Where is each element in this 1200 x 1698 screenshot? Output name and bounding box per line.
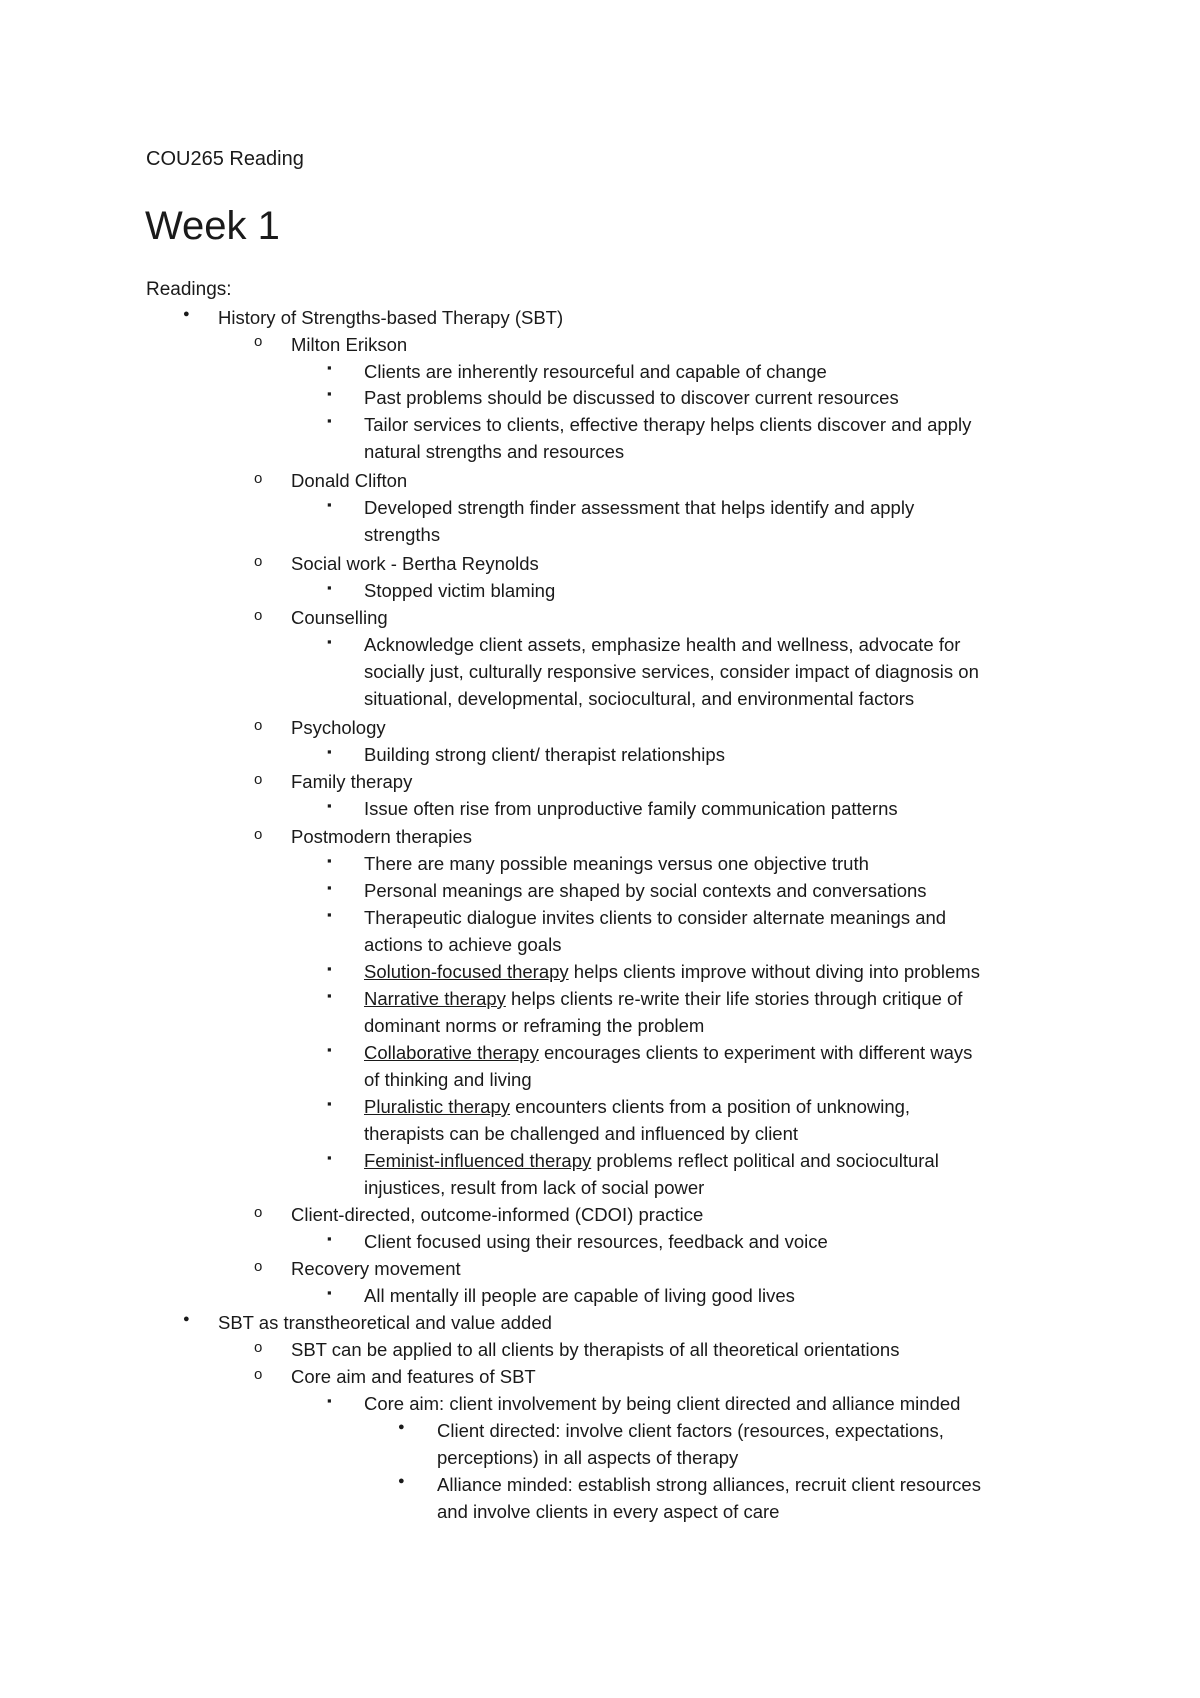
list-item-l6: natural strengths and resources bbox=[364, 441, 625, 462]
list-item-l20: Postmodern therapies bbox=[291, 826, 472, 847]
list-item-l36: Recovery movement bbox=[291, 1258, 461, 1279]
circle-bullet-icon bbox=[254, 1362, 262, 1386]
circle-bullet-icon bbox=[254, 1335, 262, 1359]
list-item-l37: All mentally ill people are capable of living good lives bbox=[364, 1285, 795, 1306]
list-item-l44: Alliance minded: establish strong alliances, recruit client resources bbox=[437, 1474, 981, 1495]
square-bullet-icon bbox=[327, 1281, 332, 1305]
square-bullet-icon bbox=[327, 576, 332, 600]
list-item-l34: Client-directed, outcome-informed (CDOI) practice bbox=[291, 1204, 704, 1225]
square-bullet-icon bbox=[327, 903, 332, 927]
list-item-l33: injustices, result from lack of social power bbox=[364, 1177, 705, 1198]
square-bullet-icon bbox=[327, 1092, 332, 1116]
list-item-l26-text: helps clients re-write their life stories through critique of bbox=[505, 988, 963, 1009]
list-item-l29: of thinking and living bbox=[364, 1069, 532, 1090]
list-item-l40: Core aim and features of SBT bbox=[291, 1366, 536, 1387]
list-item-l28 bbox=[364, 1041, 972, 1064]
list-item-l3: Clients are inherently resourceful and capable of change bbox=[364, 361, 827, 382]
list-item-l42: Client directed: involve client factors (resources, expectations, bbox=[437, 1420, 944, 1441]
feminist-term: Feminist-influenced therapy bbox=[364, 1150, 592, 1171]
list-item-l17: Building strong client/ therapist relationships bbox=[364, 744, 725, 765]
document-header: COU265 Reading bbox=[146, 148, 304, 170]
square-bullet-icon bbox=[327, 1227, 332, 1251]
square-bullet-icon bbox=[327, 630, 332, 654]
list-item-l8: Developed strength finder assessment that helps identify and apply bbox=[364, 497, 915, 518]
list-item-l12: Counselling bbox=[291, 607, 388, 628]
readings-label: Readings: bbox=[146, 279, 232, 300]
list-item-l10: Social work - Bertha Reynolds bbox=[291, 553, 539, 574]
circle-bullet-icon bbox=[254, 822, 262, 846]
narrative-term: Narrative therapy bbox=[364, 988, 506, 1009]
square-bullet-icon bbox=[327, 1146, 332, 1170]
list-item-l32 bbox=[364, 1149, 939, 1172]
list-item-l27: dominant norms or reframing the problem bbox=[364, 1015, 705, 1036]
square-bullet-icon bbox=[327, 493, 332, 517]
list-item-l43: perceptions) in all aspects of therapy bbox=[437, 1447, 739, 1468]
list-item-l21: There are many possible meanings versus one objective truth bbox=[364, 853, 869, 874]
square-bullet-icon bbox=[327, 876, 332, 900]
square-bullet-icon bbox=[327, 1389, 332, 1413]
list-item-l25 bbox=[364, 960, 980, 983]
list-item-l24: actions to achieve goals bbox=[364, 934, 562, 955]
circle-bullet-icon bbox=[254, 713, 262, 737]
pluralistic-term: Pluralistic therapy bbox=[364, 1096, 511, 1117]
list-item-l39: SBT can be applied to all clients by therapists of all theoretical orientations bbox=[291, 1339, 900, 1360]
disc-bullet-icon bbox=[183, 1308, 190, 1331]
square-bullet-icon bbox=[327, 849, 332, 873]
square-bullet-icon bbox=[327, 984, 332, 1008]
list-item-l5: Tailor services to clients, effective therapy helps clients discover and apply bbox=[364, 414, 972, 435]
circle-bullet-icon bbox=[254, 767, 262, 791]
list-item-l22: Personal meanings are shaped by social contexts and conversations bbox=[364, 880, 927, 901]
circle-bullet-icon bbox=[254, 549, 262, 573]
list-item-l19: Issue often rise from unproductive family communication patterns bbox=[364, 798, 898, 819]
list-item-l11: Stopped victim blaming bbox=[364, 580, 556, 601]
list-item-l38: SBT as transtheoretical and value added bbox=[218, 1312, 552, 1333]
list-item-l41: Core aim: client involvement by being client directed and alliance minded bbox=[364, 1393, 961, 1414]
page-title: Week 1 bbox=[145, 204, 280, 248]
list-item-l30-text: encounters clients from a position of unknowing, bbox=[510, 1096, 911, 1117]
list-item-l45: and involve clients in every aspect of care bbox=[437, 1501, 780, 1522]
list-item-l30 bbox=[364, 1095, 910, 1118]
list-item-l26 bbox=[364, 987, 962, 1010]
disc-bullet-icon bbox=[398, 1470, 405, 1493]
list-item-l35: Client focused using their resources, feedback and voice bbox=[364, 1231, 828, 1252]
list-item-l14: socially just, culturally responsive services, consider impact of diagnosis on bbox=[364, 661, 979, 682]
list-item-l28-text: encourages clients to experiment with different ways bbox=[538, 1042, 973, 1063]
disc-bullet-icon bbox=[183, 303, 190, 326]
square-bullet-icon bbox=[327, 409, 332, 433]
circle-bullet-icon bbox=[254, 1254, 262, 1278]
list-item-l31: therapists can be challenged and influenced by client bbox=[364, 1123, 799, 1144]
list-item-l16: Psychology bbox=[291, 717, 386, 738]
list-item-l9: strengths bbox=[364, 524, 441, 545]
solution-focused-term: Solution-focused therapy bbox=[364, 961, 569, 982]
list-item-l1: History of Strengths-based Therapy (SBT) bbox=[218, 307, 564, 328]
square-bullet-icon bbox=[327, 794, 332, 818]
list-item-l32-text: problems reflect political and sociocultural bbox=[591, 1150, 939, 1171]
list-item-l4: Past problems should be discussed to discover current resources bbox=[364, 387, 899, 408]
square-bullet-icon bbox=[327, 382, 332, 406]
list-item-l13: Acknowledge client assets, emphasize health and wellness, advocate for bbox=[364, 634, 961, 655]
square-bullet-icon bbox=[327, 740, 332, 764]
disc-bullet-icon bbox=[398, 1416, 405, 1439]
list-item-l7: Donald Clifton bbox=[291, 470, 408, 491]
list-item-l2: Milton Erikson bbox=[291, 334, 408, 355]
square-bullet-icon bbox=[327, 356, 332, 380]
square-bullet-icon bbox=[327, 1038, 332, 1062]
list-item-l25-text: helps clients improve without diving into problems bbox=[568, 961, 980, 982]
circle-bullet-icon bbox=[254, 1200, 262, 1224]
list-item-l18: Family therapy bbox=[291, 771, 413, 792]
collaborative-term: Collaborative therapy bbox=[364, 1042, 539, 1063]
circle-bullet-icon bbox=[254, 466, 262, 490]
circle-bullet-icon bbox=[254, 329, 262, 353]
list-item-l23: Therapeutic dialogue invites clients to consider alternate meanings and bbox=[364, 907, 947, 928]
square-bullet-icon bbox=[327, 957, 332, 981]
circle-bullet-icon bbox=[254, 603, 262, 627]
list-item-l15: situational, developmental, sociocultural, and environmental factors bbox=[364, 688, 915, 709]
